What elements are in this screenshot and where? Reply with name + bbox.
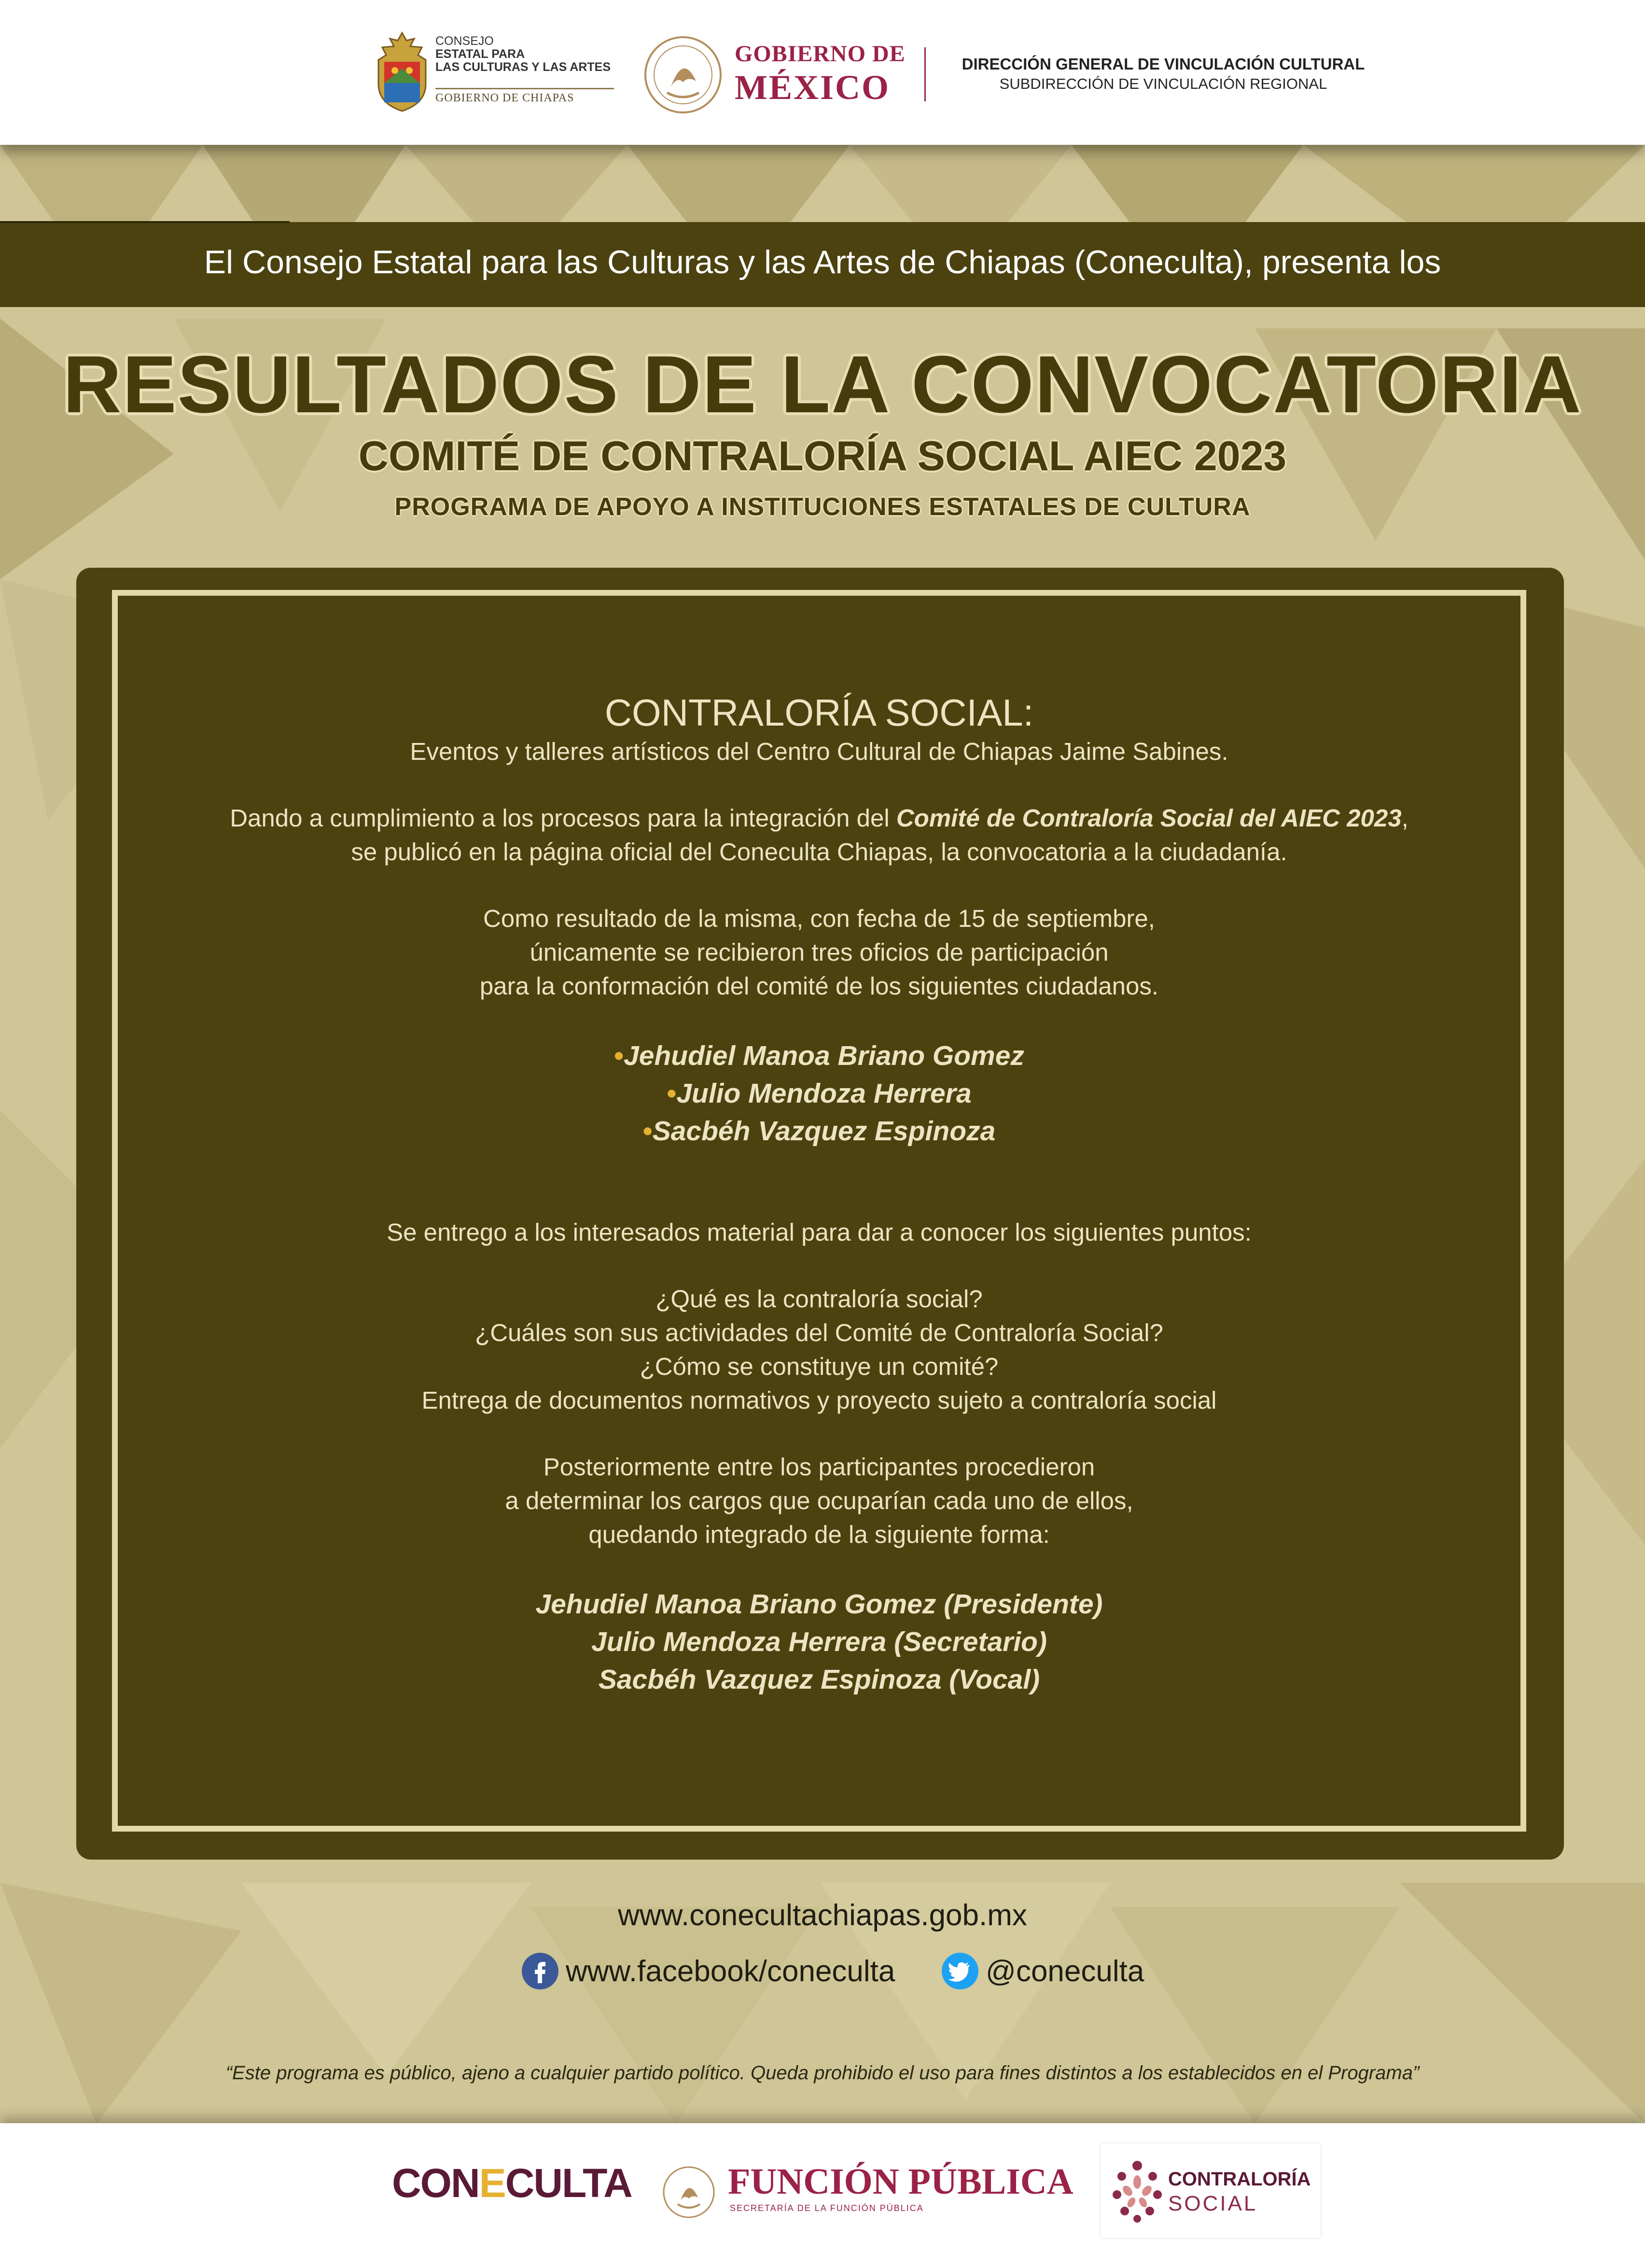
chiapas-logo-text: CONSEJO ESTATAL PARA LAS CULTURAS Y LAS ARTES xyxy=(435,34,611,74)
bullet-icon: • xyxy=(667,1078,677,1109)
paragraph-4-line: quedando integrado de la siguiente forma: xyxy=(588,1521,1050,1548)
panel-heading: CONTRALORÍA SOCIAL: xyxy=(604,691,1034,734)
gobierno-de-label: GOBIERNO DE xyxy=(735,41,906,67)
direccion-block xyxy=(936,55,1390,93)
contraloria-social-icon xyxy=(1108,2154,1166,2226)
participant-item: •Julio Mendoza Herrera xyxy=(667,1078,972,1109)
subdireccion-label: SUBDIRECCIÓN DE VINCULACIÓN REGIONAL xyxy=(999,75,1327,92)
point-item: Entrega de documentos normativos y proyecto sujeto a contraloría social xyxy=(421,1386,1217,1414)
direccion-label: DIRECCIÓN GENERAL DE VINCULACIÓN CULTURAL xyxy=(962,55,1365,73)
chiapas-shield-icon xyxy=(376,31,429,113)
paragraph-4-line: a determinar los cargos que ocuparían cada uno de ellos, xyxy=(505,1487,1133,1514)
panel-subheading: Eventos y talleres artísticos del Centro Cultural de Chiapas Jaime Sabines. xyxy=(410,738,1228,765)
presenter-band xyxy=(0,222,1645,307)
presenter-text: El Consejo Estatal para las Culturas y las Artes de Chiapas (Coneculta), presenta los xyxy=(204,244,1441,280)
mexico-seal-icon xyxy=(642,34,724,116)
bullet-icon: • xyxy=(642,1116,653,1147)
footer xyxy=(0,2123,1645,2268)
participant-item: •Sacbéh Vazquez Espinoza xyxy=(642,1116,996,1147)
committee-member: Jehudiel Manoa Briano Gomez (Presidente) xyxy=(535,1589,1103,1620)
funcion-publica-logo: FUNCIÓN PÚBLICA xyxy=(728,2161,1073,2202)
committee-member: Julio Mendoza Herrera (Secretario) xyxy=(591,1626,1047,1657)
facebook-link[interactable]: www.facebook/coneculta xyxy=(566,1955,895,1988)
main-title: RESULTADOS DE LA CONVOCATORIA xyxy=(63,339,1582,430)
paragraph-4-line: Posteriormente entre los participantes procedieron xyxy=(543,1453,1095,1481)
divider xyxy=(924,47,926,101)
point-item: ¿Cuáles son sus actividades del Comité de Contraloría Social? xyxy=(475,1319,1163,1346)
social-label: SOCIAL xyxy=(1168,2192,1258,2215)
accent-line xyxy=(0,221,290,223)
twitter-icon[interactable] xyxy=(941,1952,979,1990)
paragraph-1: Dando a cumplimiento a los procesos para la integración del Comité de Contraloría Social del AIEC 2023, xyxy=(230,804,1408,832)
paragraph-3: Se entrego a los interesados material para dar a conocer los siguientes puntos: xyxy=(387,1218,1252,1246)
funcion-publica-seal-icon xyxy=(662,2166,715,2219)
website-link[interactable]: www.conecultachiapas.gob.mx xyxy=(618,1899,1027,1932)
paragraph-2-line: Como resultado de la misma, con fecha de 15 de septiembre, xyxy=(483,905,1155,932)
participant-item: •Jehudiel Manoa Briano Gomez xyxy=(614,1040,1024,1071)
content-panel xyxy=(76,568,1564,1860)
twitter-link[interactable]: @coneculta xyxy=(986,1955,1144,1988)
coneculta-chiapas-logo xyxy=(376,30,617,113)
paragraph-2-line: para la conformación del comité de los siguientes ciudadanos. xyxy=(479,972,1159,1000)
disclaimer: “Este programa es público, ajeno a cualquier partido político. Queda prohibido el uso para fines distintos a los establecidos en el Programa” xyxy=(225,2062,1420,2084)
header xyxy=(0,0,1645,145)
chiapas-gov-label: GOBIERNO DE CHIAPAS xyxy=(435,92,574,104)
program-title: PROGRAMA DE APOYO A INSTITUCIONES ESTATALES DE CULTURA xyxy=(394,493,1251,521)
committee-member: Sacbéh Vazquez Espinoza (Vocal) xyxy=(598,1664,1040,1695)
bullet-icon: • xyxy=(614,1040,624,1071)
contraloria-social-logo xyxy=(1101,2143,1321,2238)
subtitle: COMITÉ DE CONTRALORÍA SOCIAL AIEC 2023 xyxy=(358,433,1287,479)
social-links xyxy=(0,1949,1645,1993)
content-frame xyxy=(112,590,1526,1832)
contraloria-label: CONTRALORÍA xyxy=(1168,2169,1311,2190)
divider xyxy=(435,88,614,89)
paragraph-2-line: únicamente se recibieron tres oficios de participación xyxy=(530,938,1109,966)
facebook-icon[interactable] xyxy=(521,1952,559,1990)
point-item: ¿Qué es la contraloría social? xyxy=(655,1285,983,1313)
content-body xyxy=(118,596,1520,1698)
point-item: ¿Cómo se constituye un comité? xyxy=(640,1353,999,1380)
paragraph-1-line-2: se publicó en la página oficial del Coneculta Chiapas, la convocatoria a la ciudadanía. xyxy=(351,838,1287,866)
mexico-label: MÉXICO xyxy=(735,68,890,107)
gobierno-de-mexico-logo xyxy=(642,34,912,116)
coneculta-logo: CONECULTA xyxy=(392,2160,632,2206)
funcion-publica-subtitle: SECRETARÍA DE LA FUNCIÓN PÚBLICA xyxy=(730,2203,924,2213)
